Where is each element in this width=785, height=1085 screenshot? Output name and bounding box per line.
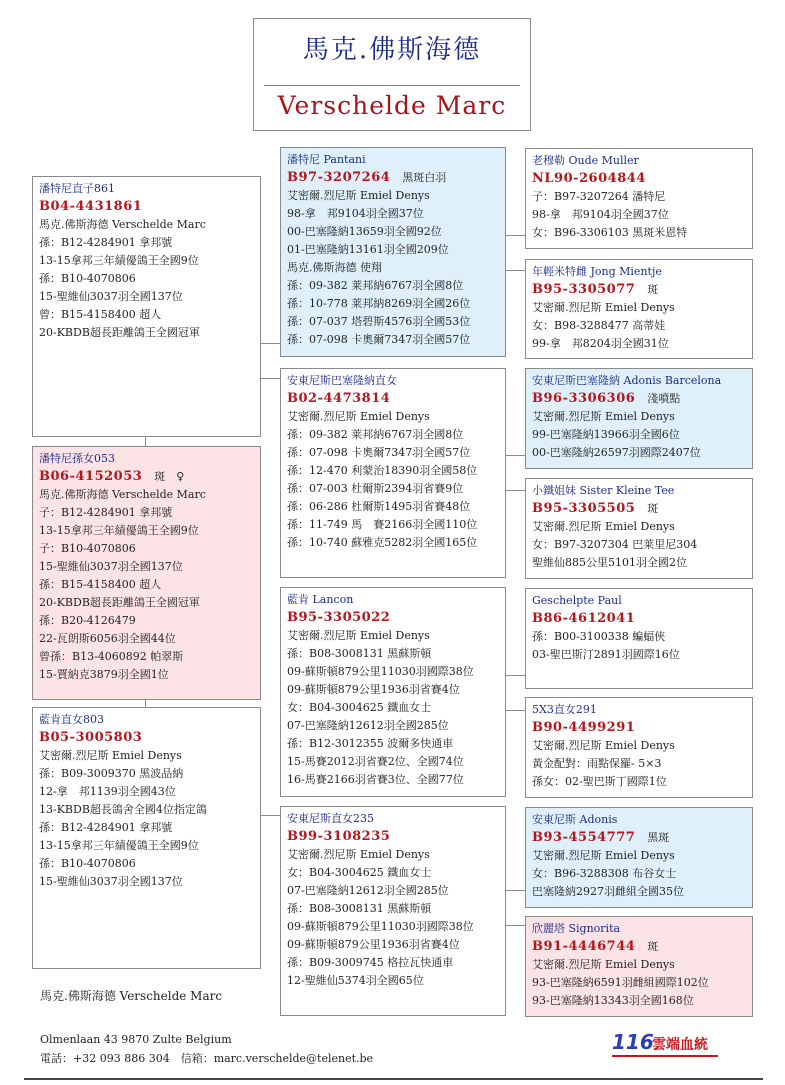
detail-line: 13-15拿邦三年績優鴿王全國9位 (39, 254, 199, 267)
ring-number: B91-4446744 斑 (532, 939, 659, 954)
pigeon-color: 斑 ♀ (154, 470, 185, 483)
detail-line: 00-巴塞隆納13659羽全國92位 (287, 225, 442, 238)
ring-number: B95-3305077 斑 (532, 282, 659, 297)
pigeon-name: 安東尼斯巴塞隆納 Adonis Barcelona (532, 374, 722, 387)
detail-line: 曾孫：B13-4060892 帕翠斯 (39, 650, 184, 663)
detail-line: 女：B04-3004625 鐵血女士 (287, 701, 432, 714)
detail-line: 93-巴塞隆納6591羽雌組國際102位 (532, 976, 709, 989)
detail-line: 艾密爾.烈尼斯 Emiel Denys (287, 848, 430, 861)
logo-underline (612, 1055, 718, 1057)
detail-line: 子：B10-4070806 (39, 542, 136, 555)
detail-line: 16-馬賽2166羽省賽3位、全國77位 (287, 773, 464, 786)
ring-number: B97-3207264 黑斑白羽 (287, 170, 447, 185)
title-box (253, 18, 531, 131)
detail-line: 15-聖維仙3037羽全國137位 (39, 290, 183, 303)
ring-number: B95-3305022 (287, 610, 391, 625)
detail-line: 聖維仙885公里5101羽全國2位 (532, 556, 687, 569)
pigeon-name: Geschelpte Paul (532, 594, 622, 607)
ring-number: B99-3108235 (287, 829, 391, 844)
pigeon-name: 年輕米特雌 Jong Mientje (532, 265, 662, 278)
pigeon-color: 斑 (647, 940, 659, 953)
detail-line: 孫：B00-3100338 蝙蝠俠 (532, 630, 666, 643)
detail-line: 15-賈納克3879羽全國1位 (39, 668, 169, 681)
detail-line: 99-拿 邦8204羽全國31位 (532, 337, 669, 350)
pigeon-name: 潘特尼 Pantani (287, 153, 366, 166)
ring-number: B90-4499291 (532, 720, 636, 735)
pigeon-name: 安東尼斯直女235 (287, 812, 374, 825)
detail-line: 艾密爾.烈尼斯 Emiel Denys (287, 629, 430, 642)
detail-line: 15-馬賽2012羽省賽2位、全國74位 (287, 755, 464, 768)
detail-line: 孫：12-470 利蒙治18390羽全國58位 (287, 464, 478, 477)
connector (505, 455, 525, 456)
site-logo (612, 1030, 722, 1058)
detail-line: 孫：09-382 莱邦納6767羽全國8位 (287, 279, 464, 292)
detail-line: 孫：B12-4284901 拿邦號 (39, 821, 173, 834)
detail-line: 孫：B08-3008131 黑蘇斯頓 (287, 647, 432, 660)
connector (260, 815, 280, 816)
detail-line: 艾密爾.烈尼斯 Emiel Denys (532, 520, 675, 533)
pigeon-name: 安東尼斯巴塞隆納直女 (287, 374, 397, 387)
pigeon-color: 斑 (647, 502, 659, 515)
detail-line: 孫：07-003 杜爾斯2394羽省賽9位 (287, 482, 464, 495)
ring-number: B95-3305505 斑 (532, 501, 659, 516)
detail-line: 女：B96-3288308 布谷女士 (532, 867, 677, 880)
owner-name-english: Verschelde Marc (277, 91, 507, 120)
detail-line: 孫：11-749 馬 賽2166羽全國110位 (287, 518, 478, 531)
detail-line: 艾密爾.烈尼斯 Emiel Denys (532, 849, 675, 862)
pigeon-color: 黑斑 (647, 831, 670, 844)
detail-line: 99-巴塞隆納13966羽全國6位 (532, 428, 680, 441)
detail-line: 01-巴塞隆納13161羽全國209位 (287, 243, 449, 256)
detail-line: 03-聖巴斯汀2891羽國際16位 (532, 648, 680, 661)
detail-line: 20-KBDB超長距離鴿王全國冠軍 (39, 596, 200, 609)
detail-line: 07-巴塞隆納12612羽全國285位 (287, 884, 449, 897)
detail-line: 20-KBDB超長距離鴿王全國冠軍 (39, 326, 200, 339)
detail-line: 09-蘇斯頓879公里1936羽省賽4位 (287, 938, 460, 951)
detail-line: 07-巴塞隆納12612羽全國285位 (287, 719, 449, 732)
connector (260, 378, 280, 379)
detail-line: 巴塞隆納2927羽雌組全國35位 (532, 885, 684, 898)
adonis-daughter-card (280, 806, 506, 1016)
detail-line: 孫：10-778 莱邦納8269羽全國26位 (287, 297, 471, 310)
ring-number: B93-4554777 黑斑 (532, 830, 670, 845)
connector (505, 890, 525, 891)
detail-line: 13-15拿邦三年績優鴿王全國9位 (39, 839, 199, 852)
detail-line: 孫：B10-4070806 (39, 857, 136, 870)
detail-line: 孫：B12-4284901 拿邦號 (39, 236, 173, 249)
detail-line: 艾密爾.烈尼斯 Emiel Denys (532, 958, 675, 971)
detail-line: 09-蘇斯頓879公里1936羽省賽4位 (287, 683, 460, 696)
detail-line: 15-聖維仙3037羽全國137位 (39, 560, 183, 573)
footer-contact: 電話：+32 093 886 304 信箱：marc.verschelde@telenet.be (40, 1052, 374, 1065)
detail-line: 15-聖維仙3037羽全國137位 (39, 875, 183, 888)
detail-line: 12-聖維仙5374羽全國65位 (287, 974, 424, 987)
detail-line: 93-巴塞隆納13343羽全國168位 (532, 994, 694, 1007)
detail-line: 孫女：02-聖巴斯丁國際1位 (532, 775, 667, 788)
detail-line: 13-15拿邦三年績優鴿王全國9位 (39, 524, 199, 537)
geschelpte-paul-card (525, 588, 753, 689)
oude-muller-card (525, 148, 753, 249)
detail-line: 09-蘇斯頓879公里11030羽國際38位 (287, 665, 474, 678)
detail-line: 孫：B09-3009370 黑波品納 (39, 767, 184, 780)
pigeon-color: 斑 (647, 283, 659, 296)
detail-line: 09-蘇斯頓879公里11030羽國際38位 (287, 920, 474, 933)
detail-line: 22-瓦朗斯6056羽全國44位 (39, 632, 176, 645)
detail-line: 孫：B20-4126479 (39, 614, 136, 627)
ring-number: B06-4152053 斑 ♀ (39, 469, 185, 484)
jong-mientje-card (525, 259, 753, 359)
pigeon-name: 藍肯 Lancon (287, 593, 354, 606)
detail-line: 艾密爾.烈尼斯 Emiel Denys (532, 410, 675, 423)
connector (505, 235, 525, 236)
detail-line: 孫：B15-4158400 超人 (39, 578, 162, 591)
connector (145, 699, 146, 707)
detail-line: 13-KBDB超長鴿舍全國4位指定鴿 (39, 803, 207, 816)
detail-line: 孫：10-740 蘇雅克5282羽全國165位 (287, 536, 478, 549)
detail-line: 艾密爾.烈尼斯 Emiel Denys (287, 189, 430, 202)
detail-line: 女：B98-3288477 高蒂娃 (532, 319, 666, 332)
connector (505, 925, 525, 926)
detail-line: 孫：B09-3009745 格拉瓦快通車 (287, 956, 454, 969)
ring-number: B02-4473814 (287, 391, 391, 406)
pigeon-name: 潘特尼直子861 (39, 182, 115, 195)
detail-line: 黃金配對：雨點保羅- 5×3 (532, 757, 662, 770)
connector (505, 270, 525, 271)
owner-signature: 馬克.佛斯海德 Verschelde Marc (40, 989, 223, 1003)
ring-number: B05-3005803 (39, 730, 143, 745)
owner-name-chinese: 馬克.佛斯海德 (302, 35, 482, 65)
detail-line: 98-拿 邦9104羽全國37位 (532, 208, 669, 221)
lancon-card (280, 587, 506, 797)
detail-line: 00-巴塞隆納26597羽國際2407位 (532, 446, 701, 459)
ring-number: B86-4612041 (532, 611, 636, 626)
connector (505, 710, 525, 711)
connector (145, 436, 146, 446)
detail-line: 女：B04-3004625 鐵血女士 (287, 866, 432, 879)
detail-line: 馬克.佛斯海德 Verschelde Marc (39, 488, 206, 501)
connector (260, 343, 280, 344)
pigeon-name: 安東尼斯 Adonis (532, 813, 618, 826)
adonis-barcelona-daughter-card (280, 368, 506, 578)
ring-number: B96-3306306 淺噴點 (532, 391, 681, 406)
5x3-daughter-card (525, 697, 753, 798)
detail-line: 孫：09-382 莱邦納6767羽全國8位 (287, 428, 464, 441)
detail-line: 98-拿 邦9104羽全國37位 (287, 207, 424, 220)
detail-line: 12-拿 邦1139羽全國43位 (39, 785, 176, 798)
detail-line: 孫：07-098 卡奧爾7347羽全國57位 (287, 333, 471, 346)
dam-card (32, 446, 261, 700)
detail-line: 艾密爾.烈尼斯 Emiel Denys (532, 739, 675, 752)
connector (505, 675, 525, 676)
subject-pigeon-card (32, 176, 261, 437)
signorita-card (525, 916, 753, 1017)
detail-line: 孫：B08-3008131 黑蘇斯頓 (287, 902, 432, 915)
detail-line: 子：B12-4284901 拿邦號 (39, 506, 173, 519)
ring-number: NL90-2604844 (532, 171, 646, 186)
detail-line: 孫：07-098 卡奧爾7347羽全國57位 (287, 446, 471, 459)
detail-line: 孫：07-037 塔碧斯4576羽全國53位 (287, 315, 471, 328)
detail-line: 曾：B15-4158400 超人 (39, 308, 162, 321)
pigeon-name: 小鐵姐妹 Sister Kleine Tee (532, 484, 675, 497)
footer-address: Olmenlaan 43 9870 Zulte Belgium (40, 1033, 232, 1046)
detail-line: 馬克.佛斯海德 Verschelde Marc (39, 218, 206, 231)
dam-dam-card (32, 707, 261, 969)
pigeon-name: 老穆勒 Oude Muller (532, 154, 639, 167)
connector (505, 490, 525, 491)
pigeon-name: 5X3直女291 (532, 703, 597, 716)
title-divider (264, 85, 520, 86)
adonis-card (525, 807, 753, 908)
pigeon-name: 潘特尼孫女053 (39, 452, 115, 465)
pigeon-name: 欣麗塔 Signorita (532, 922, 621, 935)
sire-card (280, 147, 506, 357)
detail-line: 艾密爾.烈尼斯 Emiel Denys (287, 410, 430, 423)
detail-line: 女：B96-3306103 黑斑米恩特 (532, 226, 688, 239)
detail-line: 子：B97-3207264 潘特尼 (532, 190, 666, 203)
detail-line: 馬克.佛斯海德 使翔 (287, 261, 382, 274)
detail-line: 艾密爾.烈尼斯 Emiel Denys (532, 301, 675, 314)
pigeon-color: 黑斑白羽 (402, 171, 447, 184)
ring-number: B04-4431861 (39, 199, 143, 214)
sister-kleine-tee-card (525, 478, 753, 579)
footer-divider (24, 1078, 763, 1080)
detail-line: 艾密爾.烈尼斯 Emiel Denys (39, 749, 182, 762)
pigeon-color: 淺噴點 (647, 392, 681, 405)
detail-line: 女：B97-3207304 巴莱里尼304 (532, 538, 698, 551)
detail-line: 孫：B10-4070806 (39, 272, 136, 285)
detail-line: 孫：B12-3012355 波爾多快通車 (287, 737, 454, 750)
detail-line: 孫：06-286 杜爾斯1495羽省賽48位 (287, 500, 471, 513)
logo-text: 雲端血統 (652, 1037, 708, 1053)
logo-number: 116 (612, 1030, 654, 1054)
pigeon-name: 藍肯直女803 (39, 713, 104, 726)
adonis-barcelona-card (525, 368, 753, 469)
